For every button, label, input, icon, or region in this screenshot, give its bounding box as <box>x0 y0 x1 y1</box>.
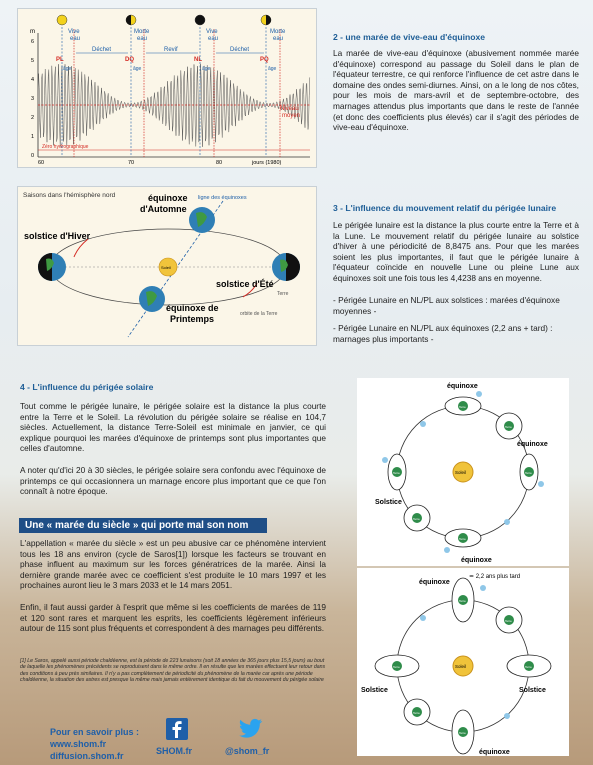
century-body2: Enfin, il faut aussi garder à l'esprit que même si les coefficients de marées de 119 et 120 sont rares et marquent les esprits, les coefficients légèrement inférieurs autour de 115 sont plus fréquents et correspondent à des marnages peu différents. <box>20 602 326 634</box>
age-label: âge <box>133 66 142 72</box>
equinox-label: équinoxe <box>419 579 450 586</box>
phase-label: eau <box>208 36 219 42</box>
orbit-arrow <box>74 239 88 257</box>
solstice-label: Solstice <box>519 687 546 694</box>
earth-node-left <box>382 454 406 490</box>
century-title: Une « marée du siècle » qui porte mal son nom <box>19 518 267 533</box>
orbit-diagram-bottom-svg <box>357 568 569 756</box>
moon-icon <box>420 421 426 427</box>
mean-level-label: Niveau <box>280 106 299 112</box>
phase-mark: DQ <box>125 57 134 63</box>
autumn-label: équinoxe <box>148 193 188 203</box>
ytick: 0 <box>31 153 35 159</box>
first-quarter-icon <box>126 15 136 25</box>
earth-label: Terre <box>459 599 466 603</box>
moon-icon <box>480 585 486 591</box>
phase-label: Vive <box>68 29 80 35</box>
equinox-label: équinoxe <box>479 749 510 756</box>
section3-heading: 3 - L'influence du mouvement relatif du périgée lunaire <box>333 203 557 213</box>
ytick: 6 <box>31 39 35 45</box>
xtick: 60 <box>38 160 45 166</box>
sun-label: Soleil <box>455 470 467 475</box>
section2-body: La marée de vive-eau d'équinoxe (abusivement nommée marée d'équinoxe) correspond au passage du Soleil dans le plan de l'équateur terrestre, ce qui renforce l'influence de cet astre dans le domaine des ondes semi-diurnes. Ainsi, on a le long de nos côtes, pour les mois de mars-avril et de septembre-octobre, des marnages attendus plus importants que dans le reste de l'année (et donc des coefficients plus élevés) car il s'agit des périodes de vive-eau d'équinoxe. <box>333 48 579 133</box>
equinox-label: équinoxe <box>461 557 492 564</box>
earth-label: Terre <box>505 619 512 623</box>
spring-label: équinoxe de <box>166 303 219 313</box>
twitter-handle[interactable]: @shom_fr <box>225 746 270 756</box>
interval-label: Déchet <box>92 47 112 53</box>
days-label: jours (1980) <box>252 160 282 166</box>
mean-level-label-2: moyen <box>282 113 301 119</box>
earth-node-top <box>445 391 482 415</box>
footer-site1[interactable]: www.shom.fr <box>50 739 107 749</box>
tide-chart-svg <box>18 9 318 169</box>
summer-label: solstice d'Été <box>216 279 274 289</box>
moon-icon <box>504 519 510 525</box>
seasons-svg <box>18 187 318 347</box>
phase-label: Morte <box>270 29 286 35</box>
facebook-handle[interactable]: SHOM.fr <box>156 746 192 756</box>
solstice-label: Solstice <box>375 499 402 506</box>
earth-node-left <box>375 655 419 677</box>
earth-node-ne <box>496 413 522 439</box>
spring-label-2: Printemps <box>170 314 215 324</box>
winter-label: solstice d'Hiver <box>24 231 91 241</box>
footer-site2[interactable]: diffusion.shom.fr <box>50 751 124 761</box>
sun-label: Soleil <box>455 664 467 669</box>
earth-spring-icon <box>139 286 165 312</box>
footnote: [1] Le Saros, appelé aussi période chaldéenne, est la période de 223 lunaisons (soit 18 années de 365 jours plus 15,5 jours) au bout de laquelle les phénomènes précédents se reproduisent dans le même ordre. Il en résulte que les marées effectuent leur retour dans des conditions à peu près similaires. Il n'y a pas complètement de périodicité du phénomène de la marée car après une période chaldéenne, la situation des astres est presque la même mais jamais entièrement identique du fait du mouvement du périgée solaire <box>20 658 326 684</box>
seasons-title: Saisons dans l'hémisphère nord <box>23 192 116 199</box>
sun-label: Soleil <box>161 265 171 270</box>
tide-yticks <box>31 39 34 159</box>
equinox-label: équinoxe <box>517 441 548 448</box>
earth-node-top <box>452 578 474 622</box>
phase-mark: PL <box>56 57 64 63</box>
last-quarter-icon <box>261 15 271 25</box>
tide-ylabel: m <box>30 29 35 35</box>
full-moon-icon <box>57 15 67 25</box>
equinox-line-label: ligne des équinoxes <box>198 195 247 201</box>
earth-label: Terre <box>413 517 420 521</box>
orbit-diagram-top <box>357 378 569 566</box>
phase-label: Vive <box>206 29 218 35</box>
orbit-label: orbite de la Terre <box>240 311 278 317</box>
ytick: 4 <box>31 77 35 83</box>
earth-label: Terre <box>393 471 400 475</box>
orbit-diagram-top-svg <box>357 378 569 566</box>
earth-label: Terre <box>459 537 466 541</box>
earth-node-sw <box>404 505 430 531</box>
earth-label: Terre <box>277 291 289 297</box>
earth-label: Terre <box>393 665 400 669</box>
section4-body2: A noter qu'd'ici 20 à 30 siècles, le périgée solaire sera confondu avec l'équinoxe de printemps ce qui occasionnera un marnage encore plus important que ce que l'on connaît à notre époque. <box>20 465 326 497</box>
ytick: 1 <box>31 134 35 140</box>
footer-more: Pour en savoir plus : <box>50 727 140 737</box>
new-moon-icon <box>195 15 205 25</box>
ytick: 5 <box>31 58 35 64</box>
section4-heading: 4 - L'influence du périgée solaire <box>20 382 154 392</box>
earth-label: Terre <box>525 665 532 669</box>
earth-label: Terre <box>459 731 466 735</box>
section4-body1: Tout comme le périgée lunaire, le périgée solaire est la distance la plus courte entre la Terre et le Soleil. La révolution du périgée solaire se réalise en 104,7 siècles. Actuellement, la distance Terre-Soleil est minimale en janvier, ce qui explique pourquoi les marées d'équinoxe de printemps sont plus importantes que celles d'automne. <box>20 401 326 454</box>
later-note: ≃ 2,2 ans plus tard <box>469 574 521 580</box>
earth-node-ne <box>496 607 522 633</box>
section2-heading: 2 - une marée de vive-eau d'équinoxe <box>333 32 486 42</box>
earth-label: Terre <box>413 711 420 715</box>
interval-label: Revif <box>164 47 178 53</box>
earth-winter-icon <box>38 253 66 281</box>
moon-icon <box>504 713 510 719</box>
tide-chart <box>17 8 317 168</box>
earth-node-right <box>507 655 551 677</box>
age-label: âge <box>268 66 277 72</box>
phase-label: eau <box>70 36 81 42</box>
earth-label: Terre <box>505 425 512 429</box>
century-body1: L'appellation « marée du siècle » est un peu abusive car ce phénomène intervient tous les 18 ans environ (cycle de Saros[1]) lorsque les facteurs se trouvant en phase influent au maximum sur les forces génératrices de la marée. Ainsi la dernière grande marée avec ce coefficient s'est produite le 10 mars 1997 et les prochaines auront lieu le 3 mars 2033 et le 14 mars 2051. <box>20 538 326 591</box>
section3-bullet1: - Périgée Lunaire en NL/PL aux solstices : marées d'équinoxe moyennes - <box>333 295 560 316</box>
section3-body: Le périgée lunaire est la distance la plus courte entre la Terre et à la Lune. Le mouvement relatif du périgée lunaire au solstice d'hiver à une périodicité de 8,8475 ans. Pour que les marées soient les plus importantes, il faut que le périgée lunaire à l'équateur coïncide en nouvelle Lune ou pleine Lune aux équinoxes soit une fois tous les 4,4238 ans en moyenne. <box>333 220 579 283</box>
twitter-icon[interactable] <box>238 718 264 740</box>
phase-mark: PQ <box>260 57 269 63</box>
ytick: 2 <box>31 115 35 121</box>
age-label: âge <box>202 66 211 72</box>
earth-node-right <box>520 454 544 490</box>
phase-label: eau <box>137 36 148 42</box>
section3-bullet2: - Périgée Lunaire en NL/PL aux équinoxes (2,2 ans + tard) : marnages plus importants - <box>333 323 553 344</box>
autumn-label-2: d'Automne <box>140 204 187 214</box>
interval-label: Déchet <box>230 47 250 53</box>
facebook-icon[interactable] <box>166 718 188 740</box>
earth-summer-icon <box>272 253 300 281</box>
xtick: 70 <box>128 160 135 166</box>
seasons-diagram <box>17 186 317 346</box>
earth-autumn-icon <box>189 207 215 233</box>
phase-label: eau <box>273 36 284 42</box>
datum-label: Zéro hydrographique <box>42 144 89 150</box>
earth-node-sw <box>404 699 430 725</box>
xtick: 80 <box>216 160 223 166</box>
earth-node-bottom <box>444 529 481 553</box>
orbit-diagram-bottom <box>357 568 569 756</box>
solstice-label: Solstice <box>361 687 388 694</box>
equinox-label: équinoxe <box>447 383 478 390</box>
age-label: âge <box>63 66 72 72</box>
phase-mark: NL <box>194 57 202 63</box>
moon-icon <box>420 615 426 621</box>
earth-label: Terre <box>459 405 466 409</box>
earth-label: Terre <box>525 471 532 475</box>
ytick: 3 <box>31 96 35 102</box>
earth-node-bottom <box>452 710 474 754</box>
phase-label: Morte <box>134 29 150 35</box>
